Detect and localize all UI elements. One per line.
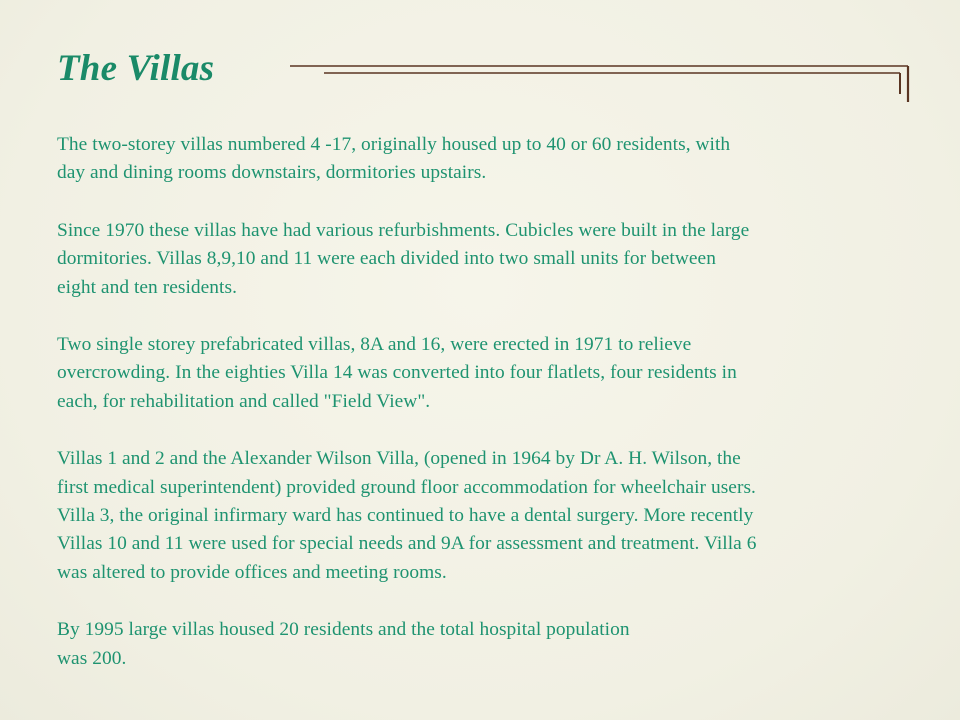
paragraph <box>57 331 917 416</box>
text-line: By 1995 large villas housed 20 residents and the total hospital population <box>57 619 630 641</box>
text-line: dormitories. Villas 8,9,10 and 11 were each divided into two small units for between <box>57 248 716 270</box>
text-line: Since 1970 these villas have had various refurbishments. Cubicles were built in the large <box>57 219 750 241</box>
text-line: overcrowding. In the eighties Villa 14 was converted into four flatlets, four residents in <box>57 362 737 384</box>
title-rule-decoration <box>288 64 914 106</box>
paragraph <box>57 445 917 587</box>
paragraph <box>57 616 917 673</box>
text-line: Two single storey prefabricated villas, 8A and 16, were erected in 1971 to relieve <box>57 334 692 356</box>
text-line: eight and ten residents. <box>57 276 237 298</box>
text-line: was altered to provide offices and meeting rooms. <box>57 561 447 583</box>
text-line: Villa 3, the original infirmary ward has continued to have a dental surgery. More recently <box>57 505 754 527</box>
text-line: Villas 1 and 2 and the Alexander Wilson Villa, (opened in 1964 by Dr A. H. Wilson, the <box>57 448 741 470</box>
body-text <box>57 131 917 702</box>
text-line: Villas 10 and 11 were used for special needs and 9A for assessment and treatment. Villa 6 <box>57 533 757 555</box>
paragraph <box>57 217 917 302</box>
text-line: The two-storey villas numbered 4 -17, originally housed up to 40 or 60 residents, with <box>57 134 731 155</box>
text-line: first medical superintendent) provided ground floor accommodation for wheelchair users. <box>57 476 756 498</box>
text-line: day and dining rooms downstairs, dormitories upstairs. <box>57 162 487 184</box>
text-line: each, for rehabilitation and called "Field View". <box>57 390 431 412</box>
paragraph <box>57 131 917 188</box>
text-line: was 200. <box>57 647 127 669</box>
page-title: The Villas <box>57 48 215 89</box>
